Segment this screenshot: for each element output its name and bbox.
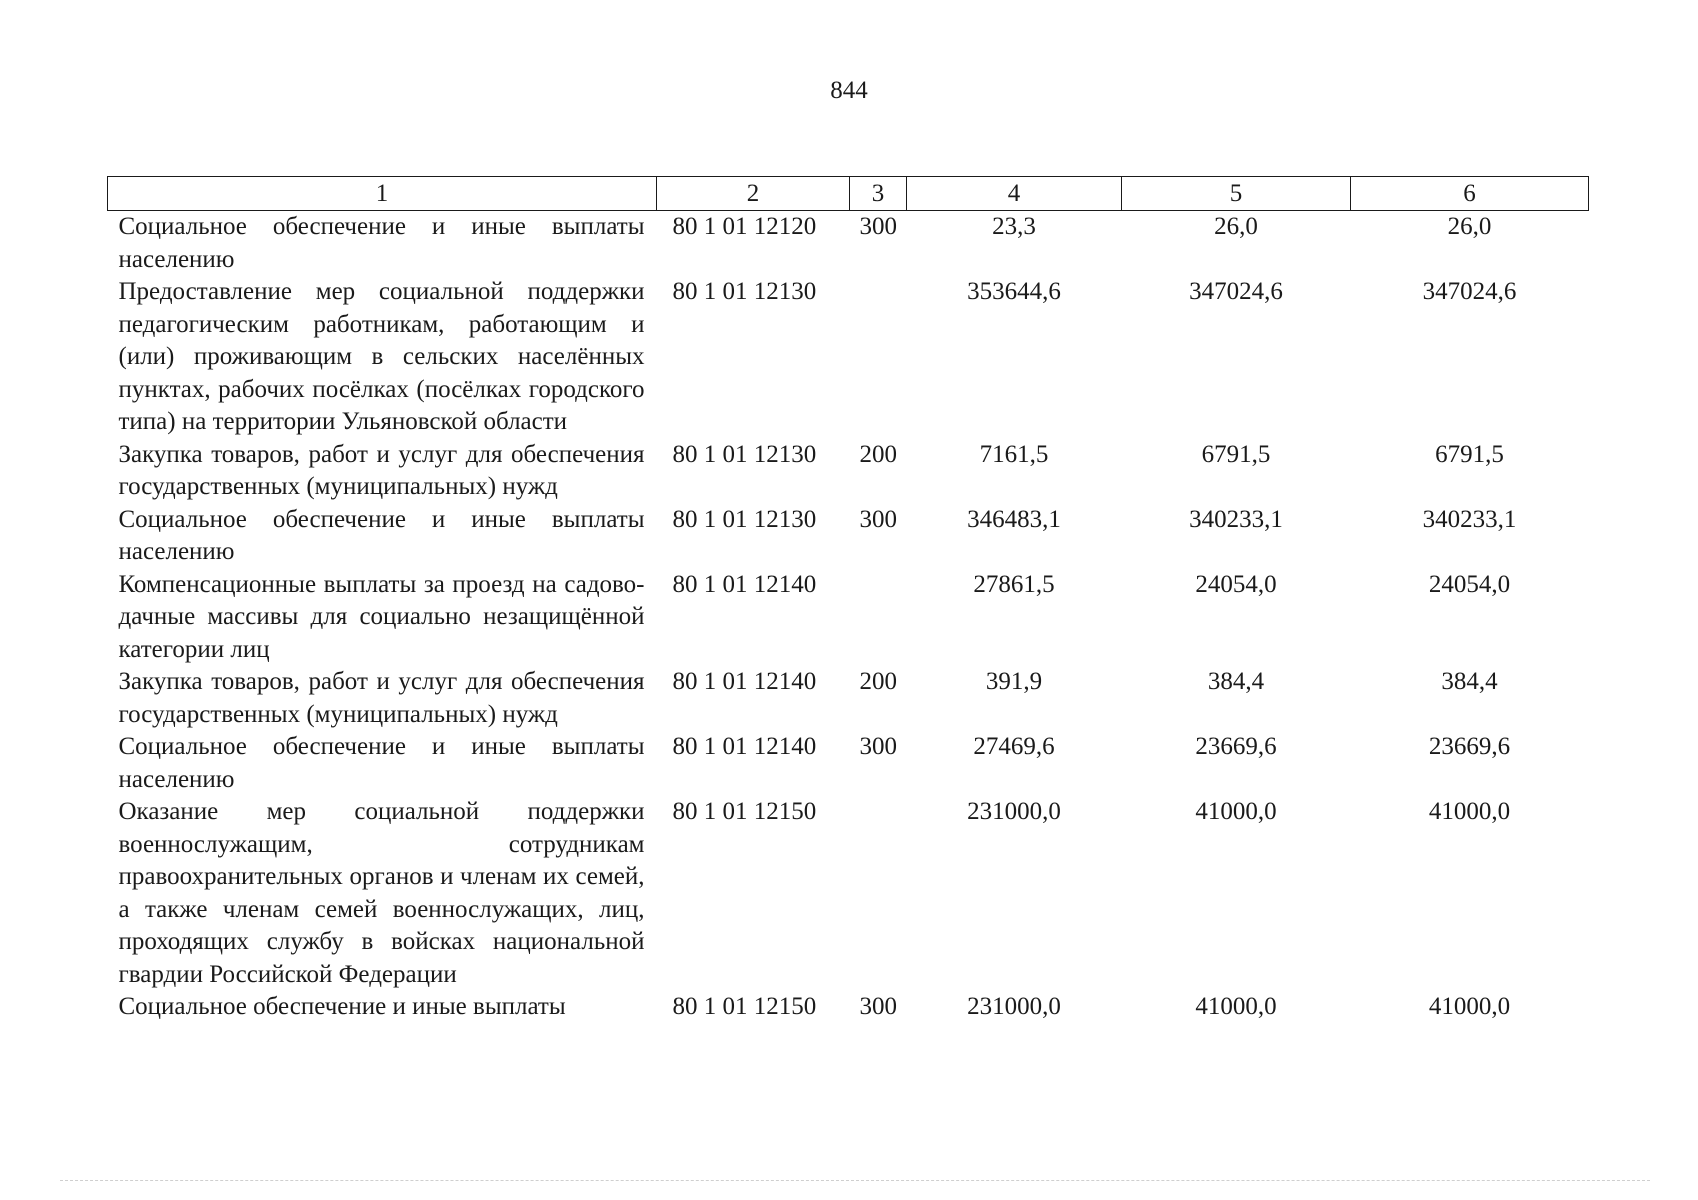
table-body	[108, 211, 1589, 1024]
row-expense-type: 200	[859, 668, 897, 695]
row-value-4: 27861,5	[973, 570, 1055, 598]
row-name: Закупка товаров, работ и услуг для обеспечения государственных (муниципальных) нужд	[118, 668, 645, 728]
row-value-4: 7161,5	[979, 440, 1049, 468]
row-expense-type: 300	[859, 733, 897, 760]
row-value-6: 384,4	[1441, 668, 1498, 695]
page-number: 844	[830, 77, 868, 104]
row-value-4: 346483,1	[967, 505, 1061, 533]
row-value-4: 391,9	[985, 668, 1043, 695]
row-code: 80 1 01 12130	[672, 440, 817, 468]
header-col-5: 5	[1122, 177, 1351, 211]
row-value-6: 41000,0	[1428, 993, 1511, 1020]
row-value-5: 6791,5	[1201, 440, 1271, 468]
row-value-6: 6791,5	[1435, 440, 1504, 468]
row-name: Социальное обеспечение и иные выплаты населению	[118, 733, 645, 793]
header-col-4: 4	[907, 177, 1122, 211]
row-value-5: 26,0	[1214, 213, 1258, 240]
row-expense-type: 200	[859, 440, 897, 468]
row-value-6: 347024,6	[1422, 278, 1517, 305]
row-expense-type: 300	[859, 505, 897, 533]
row-value-5: 23669,6	[1195, 733, 1277, 760]
table-row	[108, 731, 1589, 796]
row-code: 80 1 01 12130	[672, 278, 817, 305]
row-value-6: 23669,6	[1428, 733, 1511, 760]
row-code: 80 1 01 12150	[672, 798, 817, 825]
budget-table	[107, 176, 1589, 1024]
row-expense-type	[850, 276, 907, 439]
table-row	[108, 666, 1589, 731]
row-value-5: 340233,1	[1189, 505, 1283, 533]
header-col-1: 1	[108, 177, 657, 211]
header-col-2: 2	[657, 177, 850, 211]
table-row	[108, 504, 1589, 569]
row-value-5: 24054,0	[1195, 570, 1277, 598]
table-row	[108, 211, 1589, 277]
row-value-4: 23,3	[992, 213, 1036, 240]
row-code: 80 1 01 12140	[672, 570, 817, 598]
row-name: Закупка товаров, работ и услуг для обеспечения государственных (муниципальных) нужд	[118, 440, 645, 500]
row-code: 80 1 01 12120	[672, 213, 817, 240]
header-col-6: 6	[1351, 177, 1589, 211]
row-value-6: 41000,0	[1428, 798, 1511, 825]
row-name: Предоставление мер социальной поддержки педагогическим работникам, работающим и (или) проживающим в сельских населённых пунктах, рабочих посёлках (посёлках городского типа) на территории Ульяновской области	[118, 278, 645, 435]
row-value-6: 26,0	[1447, 213, 1492, 240]
row-name: Социальное обеспечение и иные выплаты населению	[118, 213, 645, 273]
table-row	[108, 991, 1589, 1024]
table-row	[108, 439, 1589, 504]
row-code: 80 1 01 12140	[672, 733, 817, 760]
row-name: Оказание мер социальной поддержки военнослужащим, сотрудникам правоохранительных органов и членам их семей, а также членам семей военнослужащих, лиц, проходящих службу в войсках национальной гвардии Российской Федерации	[118, 798, 645, 988]
row-name: Социальное обеспечение и иные выплаты населению	[118, 505, 645, 565]
row-value-6: 340233,1	[1422, 505, 1517, 533]
row-value-4: 353644,6	[967, 278, 1061, 305]
row-value-6: 24054,0	[1428, 570, 1511, 598]
row-value-5: 347024,6	[1189, 278, 1283, 305]
row-value-5: 384,4	[1207, 668, 1265, 695]
row-code: 80 1 01 12140	[672, 668, 817, 695]
table-header	[108, 177, 1589, 211]
row-expense-type: 300	[859, 213, 897, 240]
table-row	[108, 796, 1589, 991]
row-expense-type	[850, 796, 907, 991]
row-value-5: 41000,0	[1195, 993, 1277, 1020]
row-name: Компенсационные выплаты за проезд на садово-дачные массивы для социально незащищённой категории лиц	[118, 570, 645, 663]
row-expense-type	[850, 569, 907, 667]
table-row	[108, 569, 1589, 667]
row-value-4: 231000,0	[967, 993, 1061, 1020]
header-col-3: 3	[850, 177, 907, 211]
row-name: Социальное обеспечение и иные выплаты	[118, 993, 566, 1020]
row-value-4: 231000,0	[967, 798, 1061, 825]
row-expense-type: 300	[859, 993, 897, 1020]
table-row	[108, 276, 1589, 439]
row-value-4: 27469,6	[973, 733, 1055, 760]
row-value-5: 41000,0	[1195, 798, 1277, 825]
row-code: 80 1 01 12150	[672, 993, 817, 1020]
header-row	[108, 177, 1589, 211]
scan-edge-divider	[60, 1180, 1650, 1181]
row-code: 80 1 01 12130	[672, 505, 817, 533]
